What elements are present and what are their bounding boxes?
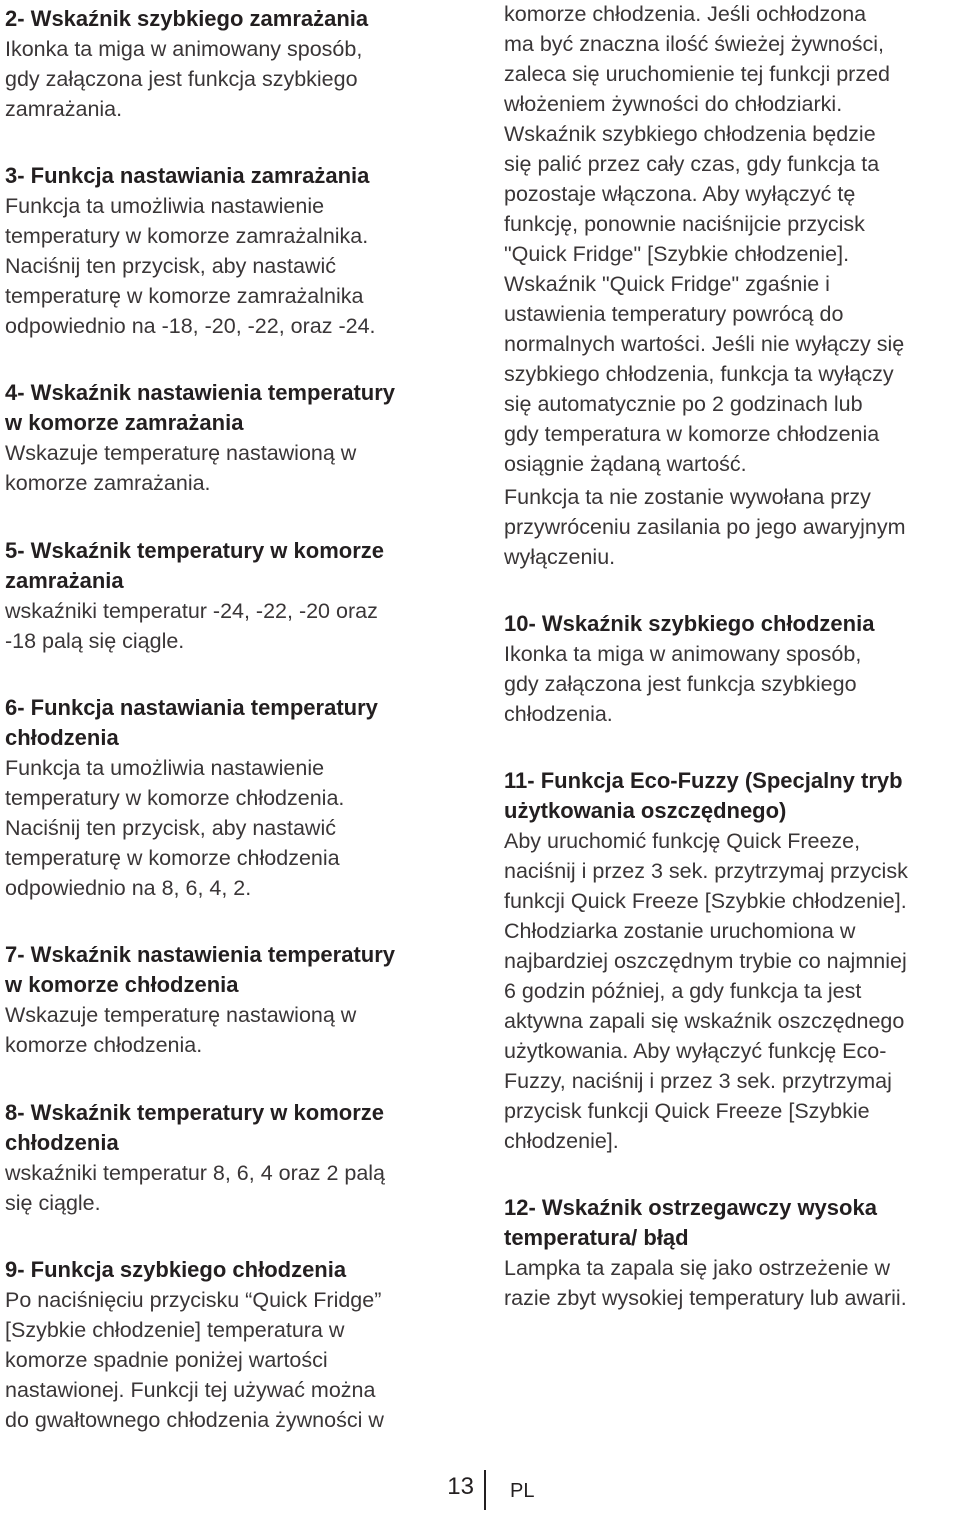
section-12 bbox=[504, 1193, 960, 1313]
section-2-body: Ikonka ta miga w animowany sposób, gdy załączona jest funkcja szybkiego zamrażania. bbox=[5, 37, 363, 121]
section-9-power-note: Funkcja ta nie zostanie wywołana przy przywróceniu zasilania po jego awaryjnym wyłączeniu. bbox=[504, 485, 906, 569]
section-4-body: Wskazuje temperaturę nastawioną w komorze zamrażania. bbox=[5, 441, 357, 495]
language-code: PL bbox=[510, 1480, 535, 1502]
section-4-title: 4- Wskaźnik nastawienia temperatury w komorze zamrażania bbox=[5, 380, 396, 435]
section-7-body: Wskazuje temperaturę nastawioną w komorze chłodzenia. bbox=[5, 1003, 357, 1057]
section-2 bbox=[5, 4, 475, 124]
section-5-title: 5- Wskaźnik temperatury w komorze zamrażania bbox=[5, 538, 385, 593]
section-7-title: 7- Wskaźnik nastawienia temperatury w komorze chłodzenia bbox=[5, 942, 396, 997]
section-9-body: Po naciśnięciu przycisku “Quick Fridge” [Szybkie chłodzenie] temperatura w komorze spadnie poniżej wartości nastawionej. Funkcji tej używać można do gwałtownego chłodzenia żywności w bbox=[5, 1288, 384, 1432]
section-8 bbox=[5, 1098, 475, 1218]
section-8-title: 8- Wskaźnik temperatury w komorze chłodzenia bbox=[5, 1100, 385, 1155]
page-footer bbox=[0, 1470, 960, 1510]
footer-divider bbox=[484, 1470, 486, 1510]
section-6 bbox=[5, 693, 475, 903]
section-11 bbox=[504, 766, 960, 1156]
left-column bbox=[5, 0, 475, 1435]
section-9-continued-body: komorze chłodzenia. Jeśli ochłodzona ma być znaczna ilość świeżej żywności, zaleca się uruchomienie tej funkcji przed włożeniem żywności do chłodziarki. Wskaźnik szybkiego chłodzenia będzie się palić przez cały czas, gdy funkcja ta pozostaje włączona. Aby wyłączyć tę funkcję, ponownie naciśnijcie przycisk "Quick Fridge" [Szybkie chłodzenie]. Wskaźnik "Quick Fridge" zgaśnie i ustawienia temperatury powrócą do normalnych wartości. Jeśli nie wyłączy się szybkiego chłodzenia, funkcja ta wyłączy się automatycznie po 2 godzinach lub gdy temperatura w komorze chłodzenia osiągnie żądaną wartość. bbox=[504, 2, 905, 476]
section-3-body: Funkcja ta umożliwia nastawienie temperatury w komorze zamrażalnika. Naciśnij ten przycisk, aby nastawić temperaturę w komorze zamrażalnika odpowiednio na -18, -20, -22, oraz -24. bbox=[5, 194, 376, 338]
section-8-body: wskaźniki temperatur 8, 6, 4 oraz 2 palą się ciągle. bbox=[5, 1161, 386, 1215]
section-10-body: Ikonka ta miga w animowany sposób, gdy załączona jest funkcja szybkiego chłodzenia. bbox=[504, 642, 862, 726]
section-5-body: wskaźniki temperatur -24, -22, -20 oraz -18 palą się ciągle. bbox=[5, 599, 378, 653]
section-12-body: Lampka ta zapala się jako ostrzeżenie w razie zbyt wysokiej temperatury lub awarii. bbox=[504, 1256, 907, 1310]
section-2-title: 2- Wskaźnik szybkiego zamrażania bbox=[5, 6, 369, 31]
page-number: 13 bbox=[447, 1473, 474, 1500]
section-10-title: 10- Wskaźnik szybkiego chłodzenia bbox=[504, 611, 875, 636]
section-9 bbox=[5, 1255, 475, 1435]
section-11-title: 11- Funkcja Eco-Fuzzy (Specjalny tryb użytkowania oszczędnego) bbox=[504, 768, 903, 823]
section-3-title: 3- Funkcja nastawiania zamrażania bbox=[5, 163, 370, 188]
section-12-title: 12- Wskaźnik ostrzegawczy wysoka temperatura/ błąd bbox=[504, 1195, 877, 1250]
section-5 bbox=[5, 536, 475, 656]
section-9-continued bbox=[504, 0, 960, 572]
section-4 bbox=[5, 378, 475, 498]
section-9-title: 9- Funkcja szybkiego chłodzenia bbox=[5, 1257, 347, 1282]
section-7 bbox=[5, 940, 475, 1060]
section-11-body: Aby uruchomić funkcję Quick Freeze, naciśnij i przez 3 sek. przytrzymaj przycisk funkcji Quick Freeze [Szybkie chłodzenie]. Chłodziarka zostanie uruchomiona w najbardziej oszczędnym trybie co najmniej 6 godzin później, a gdy funkcja ta jest aktywna zapali się wskaźnik oszczędnego użytkowania. Aby wyłączyć funkcję Eco- Fuzzy, naciśnij i przez 3 sek. przytrzymaj przycisk funkcji Quick Freeze [Szybkie chłodzenie]. bbox=[504, 829, 908, 1153]
section-10 bbox=[504, 609, 960, 729]
section-6-title: 6- Funkcja nastawiania temperatury chłodzenia bbox=[5, 695, 378, 750]
right-column bbox=[504, 0, 960, 1313]
section-6-body: Funkcja ta umożliwia nastawienie temperatury w komorze chłodzenia. Naciśnij ten przycisk, aby nastawić temperaturę w komorze chłodzenia odpowiednio na 8, 6, 4, 2. bbox=[5, 756, 345, 900]
section-3 bbox=[5, 161, 475, 341]
